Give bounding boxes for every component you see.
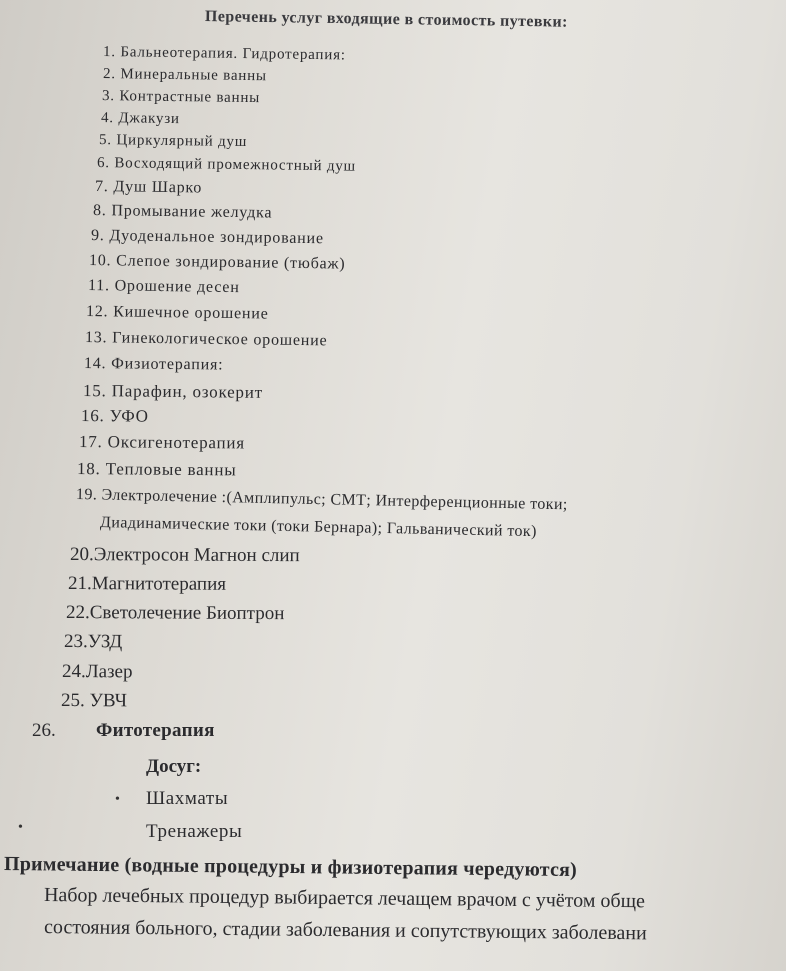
leisure-item: Тренажеры (146, 821, 243, 842)
list-item: 18. Тепловые ванны (76, 459, 237, 480)
leisure-item: Шахматы (146, 788, 229, 809)
list-item: 6. Восходящий промежностный душ (96, 155, 357, 175)
list-item: 4. Джакузи (100, 110, 180, 128)
list-item: 2. Минеральные ванны (102, 66, 267, 85)
list-item: 15. Парафин, озокерит (82, 381, 264, 402)
list-item: 14. Физиотерапия: (83, 355, 224, 374)
list-item: 21.Магнитотерапия (67, 573, 227, 595)
list-item: 16. УФО (80, 406, 149, 426)
list-item: 25. УВЧ (60, 690, 128, 712)
note-text: состояния больного, стадии заболевания и сопутствующих заболевани (43, 916, 647, 945)
list-item: 20.Электросон Магнон слип (69, 544, 300, 567)
list-item-continuation: Диадинамические токи (токи Бернара); Гальванический ток) (99, 514, 537, 541)
note-text: Набор лечебных процедур выбирается лечащем врачом с учётом обще (43, 884, 646, 913)
page-title: Перечень услуг входящие в стоимость путевки: (204, 8, 568, 31)
list-item: 10. Слепое зондирование (тюбаж) (88, 252, 346, 273)
list-item: 3. Контрастные ванны (101, 88, 261, 107)
leisure-heading: Досуг: (146, 756, 202, 777)
list-item: 26. Фитотерапия (32, 720, 215, 741)
list-item: 13. Гинекологическое орошение (84, 329, 328, 350)
list-item: 9. Дуоденальное зондирование (90, 227, 324, 248)
list-item: 8. Промывание желудка (92, 202, 273, 222)
bullet-icon: • (18, 820, 23, 835)
list-item: 24.Лазер (61, 661, 133, 683)
list-item: 22.Светолечение Биоптрон (65, 602, 285, 625)
note-heading: Примечание (водные процедуры и физиотерапия чередуются) (3, 853, 578, 881)
list-item: 5. Циркулярный душ (98, 132, 248, 151)
list-item: 17. Оксигенотерапия (78, 432, 246, 453)
list-item: 19. Электролечение :(Амплипульс; СМТ; Интерференционные токи; (75, 486, 568, 514)
list-item: 1. Бальнеотерапия. Гидротерапия: (102, 44, 346, 64)
list-item: 7. Душ Шарко (94, 178, 203, 197)
bullet-icon: • (115, 792, 120, 807)
list-item: 23.УЗД (63, 631, 123, 653)
list-item: 11. Орошение десен (87, 277, 240, 297)
list-item: 12. Кишечное орошение (85, 303, 269, 323)
